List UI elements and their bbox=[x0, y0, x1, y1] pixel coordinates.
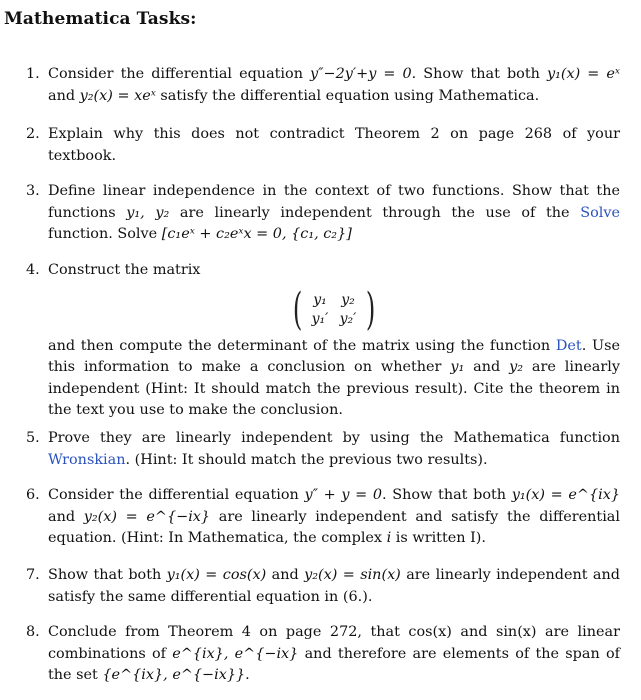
task-text: Consider the differential equation bbox=[48, 487, 305, 503]
task-text: are linearly independent through the use of the bbox=[169, 204, 581, 221]
task-text: and bbox=[48, 87, 80, 104]
task-text: Define linear independence in the context of two functions. Show that the functions bbox=[48, 183, 620, 221]
task-number: 4. bbox=[26, 262, 40, 278]
task-body: Explain why this does not contradict Theorem 2 on page 268 of your textbook. bbox=[48, 126, 620, 164]
task-math: y₁, y₂ bbox=[126, 204, 170, 221]
task-math: y″ + y = 0 bbox=[304, 487, 383, 503]
task-math: y₁(x) = cos(x) bbox=[166, 567, 267, 583]
task-math: e^{ix}, e^{−ix} bbox=[172, 645, 299, 662]
task-body bbox=[48, 565, 620, 608]
page-title: Mathematica Tasks: bbox=[4, 9, 197, 29]
task-number: 8. bbox=[26, 624, 40, 640]
task-number: 1. bbox=[26, 66, 40, 82]
task-text: are linearly independent and satisfy the same differential equation in (6.). bbox=[48, 567, 620, 605]
matrix-cell: y₁ bbox=[313, 291, 327, 308]
task-body bbox=[48, 428, 620, 471]
task-text: Show that both bbox=[48, 567, 167, 583]
task-math: y₁(x) = e^{ix} bbox=[511, 487, 620, 503]
task-text: function. Solve bbox=[48, 226, 158, 242]
task-text: Consider the differential equation bbox=[48, 66, 311, 82]
task-math: y₁ bbox=[450, 359, 465, 375]
task-text: . bbox=[245, 667, 250, 683]
matrix-grid bbox=[306, 291, 362, 329]
task-text: Construct the matrix bbox=[48, 262, 201, 278]
task-paragraph bbox=[48, 336, 620, 422]
task-text: satisfy the differential equation using Mathematica. bbox=[155, 87, 540, 104]
task-math: y₂(x) = e^{−ix} bbox=[83, 508, 211, 525]
task-body bbox=[48, 181, 620, 246]
task-text: . Show that both bbox=[382, 487, 512, 503]
task-math: [c₁eˣ + c₂eˣx = 0, {c₁, c₂}] bbox=[161, 226, 352, 242]
solve-function-link[interactable]: Solve bbox=[580, 204, 620, 221]
task-body bbox=[48, 260, 620, 422]
task-text: . Show that both bbox=[411, 66, 547, 82]
task-math: y₂(x) = sin(x) bbox=[304, 567, 401, 583]
task-7 bbox=[26, 565, 620, 608]
task-body bbox=[48, 485, 620, 550]
task-text: Conclude from Theorem 4 on page 272, that cos(x) and sin(x) are linear combinations of bbox=[48, 624, 620, 662]
task-text: and bbox=[464, 359, 510, 375]
task-text: are linearly independent and satisfy the differential equation. (Hint: In Mathematica, the complex bbox=[48, 508, 620, 546]
task-number: 5. bbox=[26, 430, 40, 446]
task-math: y₂ bbox=[509, 359, 524, 375]
task-2 bbox=[26, 124, 620, 167]
task-math: y₁(x) = eˣ bbox=[546, 66, 620, 82]
task-math: i bbox=[386, 530, 392, 546]
matrix-cell: y₂′ bbox=[339, 310, 357, 327]
task-math: y″−2y′+y = 0 bbox=[310, 66, 412, 82]
task-math: {e^{ix}, e^{−ix}} bbox=[102, 667, 246, 683]
matrix bbox=[48, 283, 620, 335]
det-function-link[interactable]: Det bbox=[555, 337, 582, 354]
task-number: 6. bbox=[26, 487, 40, 503]
left-paren: ( bbox=[292, 283, 303, 335]
task-text: Prove they are linearly independent by using the Mathematica function bbox=[48, 430, 620, 446]
task-number: 3. bbox=[26, 183, 40, 199]
task-6 bbox=[26, 485, 620, 550]
task-3 bbox=[26, 181, 620, 246]
right-paren: ) bbox=[365, 283, 376, 335]
wronskian-function-link[interactable]: Wronskian bbox=[48, 451, 126, 468]
task-number: 2. bbox=[26, 126, 40, 142]
task-text: are linearly independent (Hint: It should match the previous result). Cite the theorem in the text you use to make the conclusion. bbox=[48, 359, 620, 418]
task-1 bbox=[26, 64, 620, 107]
task-text: and bbox=[48, 508, 84, 525]
task-text: is written I). bbox=[391, 530, 486, 546]
task-text: . (Hint: It should match the previous two results). bbox=[125, 451, 488, 468]
matrix-cell: y₂ bbox=[341, 291, 355, 308]
task-body bbox=[48, 622, 620, 687]
task-5 bbox=[26, 428, 620, 471]
task-8 bbox=[26, 622, 620, 687]
matrix-cell: y₁′ bbox=[311, 310, 329, 327]
task-number: 7. bbox=[26, 567, 40, 583]
task-4 bbox=[26, 260, 620, 422]
task-text: and therefore are elements of the span of the set bbox=[48, 645, 620, 683]
task-math: y₂(x) = xeˣ bbox=[79, 87, 156, 104]
task-text: and then compute the determinant of the matrix using the function bbox=[48, 337, 556, 354]
task-text: . Use this information to make a conclusion on whether bbox=[48, 337, 620, 375]
task-body bbox=[48, 64, 620, 107]
task-text: and bbox=[266, 567, 305, 583]
